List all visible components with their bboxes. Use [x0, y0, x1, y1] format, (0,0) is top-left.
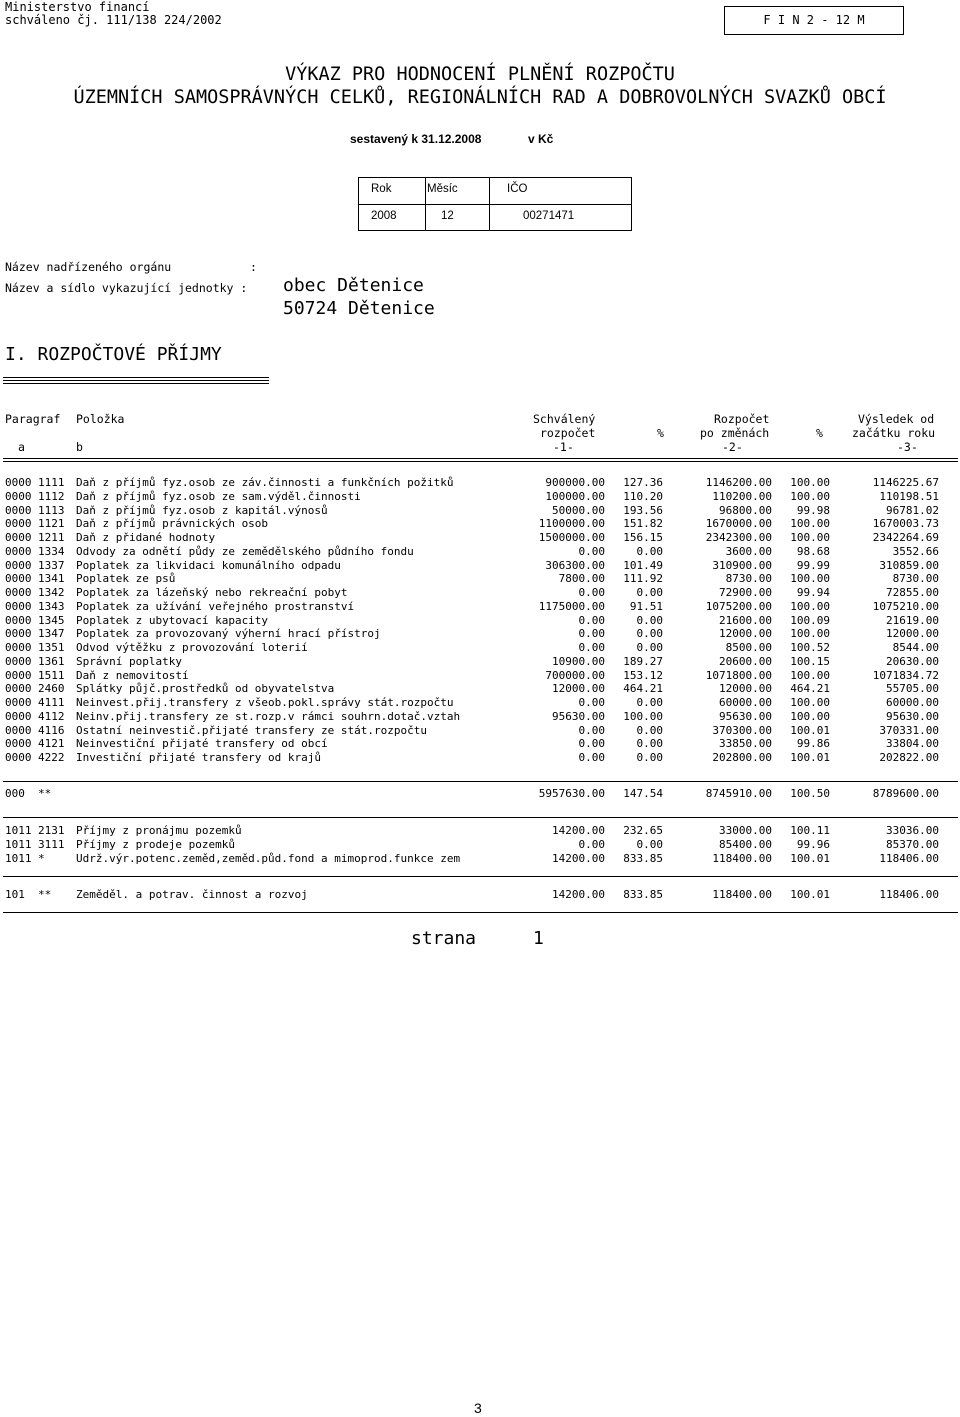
- cell-text: Poplatek za likvidaci komunálního odpadu: [76, 559, 341, 572]
- cell-v1: 1175000.00: [538, 600, 605, 613]
- cell-v3: 1075210.00: [872, 600, 939, 613]
- cell-p2: 100.00: [790, 531, 830, 544]
- header-rule-2: [3, 461, 958, 462]
- cell-v1: 12000.00: [552, 682, 605, 695]
- cell-v2: 20600.00: [719, 655, 772, 668]
- table-row: [0, 669, 960, 683]
- cell-v2: 33000.00: [719, 824, 772, 837]
- cell-pol: 4222: [38, 751, 65, 764]
- cell-text: Neinvest.přij.transfery z všeob.pokl.správy stát.rozpočtu: [76, 696, 454, 709]
- cell-p1: 127.36: [623, 476, 663, 489]
- cell-v3: 8789600.00: [872, 787, 939, 800]
- cell-p2: 100.52: [790, 641, 830, 654]
- cell-p1: 189.27: [623, 655, 663, 668]
- cell-v2: 3600.00: [725, 545, 772, 558]
- cell-v3: 95630.00: [886, 710, 939, 723]
- cell-par: 1011: [5, 824, 32, 837]
- cell-v1: 0.00: [578, 724, 605, 737]
- cell-v3: 12000.00: [886, 627, 939, 640]
- cell-par: 0000: [5, 737, 32, 750]
- cell-pol: 1341: [38, 572, 65, 585]
- cell-p1: 156.15: [623, 531, 663, 544]
- cell-p1: 0.00: [636, 627, 663, 640]
- cell-text: Investiční přijaté transfery od krajů: [76, 751, 322, 764]
- cell-p2: 100.15: [790, 655, 830, 668]
- parent-org-label: Název nadřízeného orgánu: [5, 260, 172, 274]
- cell-text: Neinvestiční přijaté transfery od obcí: [76, 737, 328, 750]
- cell-v1: 306300.00: [545, 559, 605, 572]
- cell-v3: 20630.00: [886, 655, 939, 668]
- cell-v1: 0.00: [578, 641, 605, 654]
- cell-pol: 1347: [38, 627, 65, 640]
- cell-v3: 1146225.67: [872, 476, 939, 489]
- cell-p1: 0.00: [636, 737, 663, 750]
- table-row: [0, 545, 960, 559]
- cell-v1: 14200.00: [552, 888, 605, 901]
- cell-text: Poplatek ze psů: [76, 572, 176, 585]
- col-paragraf: Paragraf: [5, 412, 61, 426]
- cell-pol: 4111: [38, 696, 65, 709]
- cell-p1: 833.85: [623, 888, 663, 901]
- cell-p2: 464.21: [790, 682, 830, 695]
- approval-label: schváleno čj. 111/138 224/2002: [5, 13, 222, 27]
- cell-text: Poplatek za lázeňský nebo rekreační pobyt: [76, 586, 348, 599]
- cell-par: 101: [5, 888, 25, 901]
- cell-p2: 100.00: [790, 627, 830, 640]
- cell-p2: 100.00: [790, 669, 830, 682]
- table-row: [0, 531, 960, 545]
- table-row: [0, 614, 960, 628]
- cell-v3: 2342264.69: [872, 531, 939, 544]
- cell-p1: 0.00: [636, 545, 663, 558]
- cell-v3: 96781.02: [886, 504, 939, 517]
- cell-pol: **: [38, 787, 52, 800]
- section-underline-1: [3, 377, 269, 378]
- cell-v2: 1071800.00: [705, 669, 772, 682]
- table-row: [0, 490, 960, 504]
- cell-par: 0000: [5, 476, 32, 489]
- cell-par: 1011: [5, 852, 32, 865]
- col-vysledek: Výsledek od: [858, 412, 935, 426]
- cell-v3: 1670003.73: [872, 517, 939, 530]
- cell-v3: 110198.51: [879, 490, 939, 503]
- parent-org-colon: :: [250, 260, 257, 274]
- col-pct-1: %: [657, 426, 664, 440]
- cell-v1: 5957630.00: [538, 787, 605, 800]
- cell-pol: 1345: [38, 614, 65, 627]
- table-row: [0, 504, 960, 518]
- col-a: a: [18, 440, 25, 454]
- table-row: [0, 838, 960, 852]
- section-underline-3: [3, 383, 269, 384]
- cell-v1: 1500000.00: [538, 531, 605, 544]
- ident-box: [358, 177, 632, 231]
- cell-par: 0000: [5, 490, 32, 503]
- cell-v2: 12000.00: [719, 682, 772, 695]
- cell-p1: 111.92: [623, 572, 663, 585]
- cell-p2: 100.11: [790, 824, 830, 837]
- header-rule-1: [3, 458, 958, 459]
- cell-v2: 21600.00: [719, 614, 772, 627]
- cell-text: Příjmy z pronájmu pozemků: [76, 824, 242, 837]
- cell-p2: 100.00: [790, 572, 830, 585]
- cell-v3: 202822.00: [879, 751, 939, 764]
- cell-v1: 14200.00: [552, 852, 605, 865]
- cell-v2: 8745910.00: [705, 787, 772, 800]
- cell-v1: 7800.00: [558, 572, 605, 585]
- cell-v3: 21619.00: [886, 614, 939, 627]
- cell-v3: 118406.00: [879, 888, 939, 901]
- cell-v1: 0.00: [578, 737, 605, 750]
- section-title: I. ROZPOČTOVÉ PŘÍJMY: [5, 344, 222, 365]
- cell-p1: 833.85: [623, 852, 663, 865]
- cell-text: Splátky půjč.prostředků od obyvatelstva: [76, 682, 335, 695]
- subtotal-rule-top: [3, 781, 958, 782]
- unit-address: 50724 Dětenice: [283, 298, 435, 319]
- rok-header: Rok: [371, 183, 392, 195]
- unit-label: Název a sídlo vykazující jednotky :: [5, 281, 248, 295]
- cell-p1: 0.00: [636, 838, 663, 851]
- cell-par: 0000: [5, 504, 32, 517]
- section-underline-2: [3, 380, 269, 381]
- cell-v2: 370300.00: [712, 724, 772, 737]
- cell-v1: 14200.00: [552, 824, 605, 837]
- cell-pol: 4116: [38, 724, 65, 737]
- cell-pol: *: [38, 852, 45, 865]
- cell-v3: 310859.00: [879, 559, 939, 572]
- cell-p2: 100.00: [790, 696, 830, 709]
- cell-text: Neinv.přij.transfery ze st.rozp.v rámci souhrn.dotač.vztah: [76, 710, 461, 723]
- subtotal-row: [0, 888, 960, 902]
- compiled-date: sestavený k 31.12.2008: [350, 132, 482, 146]
- cell-v1: 0.00: [578, 838, 605, 851]
- cell-text: Odvod výtěžku z provozování loterií: [76, 641, 308, 654]
- cell-v1: 0.00: [578, 751, 605, 764]
- col-b: b: [76, 440, 83, 454]
- table-row: [0, 627, 960, 641]
- cell-pol: 1343: [38, 600, 65, 613]
- table-row: [0, 600, 960, 614]
- cell-p1: 153.12: [623, 669, 663, 682]
- cell-v3: 85370.00: [886, 838, 939, 851]
- cell-v3: 33804.00: [886, 737, 939, 750]
- cell-text: Odvody za odnětí půdy ze zemědělského půdního fondu: [76, 545, 414, 558]
- cell-v2: 8500.00: [725, 641, 772, 654]
- cell-p1: 100.00: [623, 710, 663, 723]
- cell-v3: 33036.00: [886, 824, 939, 837]
- table-row: [0, 655, 960, 669]
- cell-v1: 0.00: [578, 545, 605, 558]
- cell-v2: 1146200.00: [705, 476, 772, 489]
- cell-v1: 0.00: [578, 586, 605, 599]
- table-row: [0, 572, 960, 586]
- cell-text: Daň z příjmů fyz.osob ze záv.činnosti a funkčních požitků: [76, 476, 454, 489]
- report-title-line2: ÚZEMNÍCH SAMOSPRÁVNÝCH CELKŮ, REGIONÁLNÍCH RAD A DOBROVOLNÝCH SVAZKŮ OBCÍ: [73, 87, 887, 108]
- cell-v1: 0.00: [578, 696, 605, 709]
- cell-v1: 900000.00: [545, 476, 605, 489]
- cell-pol: **: [38, 888, 52, 901]
- cell-v2: 2342300.00: [705, 531, 772, 544]
- cell-v2: 1075200.00: [705, 600, 772, 613]
- unit-name: obec Dětenice: [283, 275, 424, 296]
- cell-p2: 99.98: [796, 504, 830, 517]
- cell-pol: 1112: [38, 490, 65, 503]
- cell-text: Příjmy z prodeje pozemků: [76, 838, 235, 851]
- cell-par: 0000: [5, 627, 32, 640]
- cell-v2: 8730.00: [725, 572, 772, 585]
- cell-pol: 2460: [38, 682, 65, 695]
- cell-p2: 100.00: [790, 476, 830, 489]
- cell-pol: 1342: [38, 586, 65, 599]
- cell-v2: 118400.00: [712, 888, 772, 901]
- cell-pol: 1511: [38, 669, 65, 682]
- col-vysledek-2: začátku roku: [852, 426, 936, 440]
- cell-pol: 1111: [38, 476, 65, 489]
- col-pct-2: %: [816, 426, 823, 440]
- cell-pol: 1361: [38, 655, 65, 668]
- cell-p2: 100.01: [790, 888, 830, 901]
- cell-v1: 1100000.00: [538, 517, 605, 530]
- cell-v1: 0.00: [578, 614, 605, 627]
- col-rozpocet-2: po změnách: [700, 426, 770, 440]
- cell-p1: 147.54: [623, 787, 663, 800]
- cell-par: 0000: [5, 614, 32, 627]
- cell-p2: 100.00: [790, 710, 830, 723]
- cell-pol: 3111: [38, 838, 65, 851]
- cell-p1: 193.56: [623, 504, 663, 517]
- cell-par: 0000: [5, 682, 32, 695]
- cell-v2: 33850.00: [719, 737, 772, 750]
- cell-v1: 100000.00: [545, 490, 605, 503]
- cell-v3: 118406.00: [879, 852, 939, 865]
- cell-v3: 3552.66: [892, 545, 939, 558]
- col-rozpocet: Rozpočet: [714, 412, 770, 426]
- mesic-value: 12: [441, 210, 454, 222]
- cell-text: Poplatek za provozovaný výherní hrací přístroj: [76, 627, 381, 640]
- cell-p2: 99.99: [796, 559, 830, 572]
- mesic-header: Měsíc: [427, 183, 458, 195]
- table-row: [0, 852, 960, 866]
- subtotal2-rule-bottom: [3, 912, 958, 913]
- col-n1: -1-: [553, 440, 574, 454]
- cell-par: 0000: [5, 586, 32, 599]
- cell-par: 0000: [5, 531, 32, 544]
- report-title-line1: VÝKAZ PRO HODNOCENÍ PLNĚNÍ ROZPOČTU: [285, 64, 675, 85]
- cell-pol: 4112: [38, 710, 65, 723]
- currency-label: v Kč: [528, 132, 554, 146]
- cell-p1: 0.00: [636, 586, 663, 599]
- subtotal-row: [0, 787, 960, 801]
- cell-par: 0000: [5, 669, 32, 682]
- cell-text: Daň z nemovitostí: [76, 669, 189, 682]
- cell-text: Poplatek z ubytovací kapacity: [76, 614, 269, 627]
- cell-pol: 1121: [38, 517, 65, 530]
- cell-text: Ostatní neinvestič.přijaté transfery ze stát.rozpočtu: [76, 724, 427, 737]
- rok-value: 2008: [371, 210, 397, 222]
- cell-v2: 72900.00: [719, 586, 772, 599]
- cell-text: Udrž.výr.potenc.zeměd,zeměd.půd.fond a mimoprod.funkce zem: [76, 852, 461, 865]
- cell-pol: 1334: [38, 545, 65, 558]
- cell-p1: 101.49: [623, 559, 663, 572]
- cell-p2: 100.01: [790, 724, 830, 737]
- cell-p1: 464.21: [623, 682, 663, 695]
- cell-v2: 310900.00: [712, 559, 772, 572]
- cell-par: 0000: [5, 696, 32, 709]
- cell-v2: 1670000.00: [705, 517, 772, 530]
- cell-p1: 91.51: [629, 600, 663, 613]
- cell-par: 0000: [5, 600, 32, 613]
- cell-p2: 99.86: [796, 737, 830, 750]
- cell-pol: 1211: [38, 531, 65, 544]
- cell-v2: 60000.00: [719, 696, 772, 709]
- cell-par: 0000: [5, 710, 32, 723]
- cell-v1: 10900.00: [552, 655, 605, 668]
- cell-v2: 118400.00: [712, 852, 772, 865]
- cell-v3: 60000.00: [886, 696, 939, 709]
- cell-v3: 370331.00: [879, 724, 939, 737]
- ico-value: 00271471: [523, 210, 575, 222]
- cell-v3: 55705.00: [886, 682, 939, 695]
- cell-p2: 100.00: [790, 517, 830, 530]
- cell-p2: 100.00: [790, 600, 830, 613]
- cell-pol: 1351: [38, 641, 65, 654]
- strana-number: 1: [533, 928, 544, 949]
- cell-p2: 99.96: [796, 838, 830, 851]
- cell-v2: 12000.00: [719, 627, 772, 640]
- table-row: [0, 710, 960, 724]
- cell-par: 0000: [5, 559, 32, 572]
- col-schvaleny: Schválený: [533, 412, 596, 426]
- cell-v2: 85400.00: [719, 838, 772, 851]
- cell-p2: 98.68: [796, 545, 830, 558]
- cell-v3: 72855.00: [886, 586, 939, 599]
- col-n3: -3-: [897, 440, 918, 454]
- cell-par: 0000: [5, 545, 32, 558]
- cell-par: 0000: [5, 641, 32, 654]
- table-row: [0, 641, 960, 655]
- cell-par: 000: [5, 787, 25, 800]
- cell-p2: 100.01: [790, 751, 830, 764]
- table-row: [0, 751, 960, 765]
- table-row: [0, 682, 960, 696]
- cell-p2: 100.00: [790, 490, 830, 503]
- cell-p1: 0.00: [636, 614, 663, 627]
- table-row: [0, 559, 960, 573]
- cell-par: 1011: [5, 838, 32, 851]
- ico-header: IČO: [507, 183, 528, 195]
- cell-p2: 100.09: [790, 614, 830, 627]
- table-row: [0, 724, 960, 738]
- table-row: [0, 517, 960, 531]
- cell-v1: 700000.00: [545, 669, 605, 682]
- cell-p1: 151.82: [623, 517, 663, 530]
- cell-p2: 100.50: [790, 787, 830, 800]
- cell-text: Daň z příjmů fyz.osob ze sam.výděl.činnosti: [76, 490, 361, 503]
- subtotal2-rule-top: [3, 876, 958, 877]
- cell-v3: 8544.00: [892, 641, 939, 654]
- form-code-box: F I N 2 - 12 M: [724, 6, 904, 35]
- page-number: 3: [474, 1400, 482, 1416]
- cell-v2: 95630.00: [719, 710, 772, 723]
- cell-v2: 202800.00: [712, 751, 772, 764]
- cell-p2: 100.01: [790, 852, 830, 865]
- cell-v2: 96800.00: [719, 504, 772, 517]
- cell-p1: 0.00: [636, 724, 663, 737]
- cell-text: Správní poplatky: [76, 655, 182, 668]
- cell-p1: 0.00: [636, 751, 663, 764]
- cell-par: 0000: [5, 517, 32, 530]
- cell-v1: 50000.00: [552, 504, 605, 517]
- cell-v1: 0.00: [578, 627, 605, 640]
- cell-p2: 99.94: [796, 586, 830, 599]
- cell-text: Daň z přidané hodnoty: [76, 531, 216, 544]
- cell-v3: 8730.00: [892, 572, 939, 585]
- cell-pol: 1337: [38, 559, 65, 572]
- cell-par: 0000: [5, 655, 32, 668]
- cell-p1: 110.20: [623, 490, 663, 503]
- cell-v2: 110200.00: [712, 490, 772, 503]
- cell-par: 0000: [5, 724, 32, 737]
- cell-p1: 0.00: [636, 696, 663, 709]
- cell-v1: 95630.00: [552, 710, 605, 723]
- cell-v3: 1071834.72: [872, 669, 939, 682]
- cell-p1: 232.65: [623, 824, 663, 837]
- table-row: [0, 737, 960, 751]
- cell-par: 0000: [5, 572, 32, 585]
- ministry-label: Ministerstvo financí: [5, 0, 150, 14]
- cell-p1: 0.00: [636, 641, 663, 654]
- cell-text: Daň z příjmů právnických osob: [76, 517, 269, 530]
- table-row: [0, 696, 960, 710]
- cell-pol: 1113: [38, 504, 65, 517]
- cell-text: Daň z příjmů fyz.osob z kapitál.výnosů: [76, 504, 328, 517]
- cell-pol: 4121: [38, 737, 65, 750]
- col-schvaleny-2: rozpočet: [540, 426, 596, 440]
- col-n2: -2-: [722, 440, 743, 454]
- cell-par: 0000: [5, 751, 32, 764]
- strana-label: strana: [411, 928, 477, 949]
- table-row: [0, 586, 960, 600]
- subtotal-rule-bottom: [3, 817, 958, 818]
- cell-pol: 2131: [38, 824, 65, 837]
- cell-text: Zeměděl. a potrav. činnost a rozvoj: [76, 888, 308, 901]
- cell-text: Poplatek za užívání veřejného prostranství: [76, 600, 355, 613]
- table-row: [0, 476, 960, 490]
- table-row: [0, 824, 960, 838]
- col-polozka: Položka: [76, 412, 125, 426]
